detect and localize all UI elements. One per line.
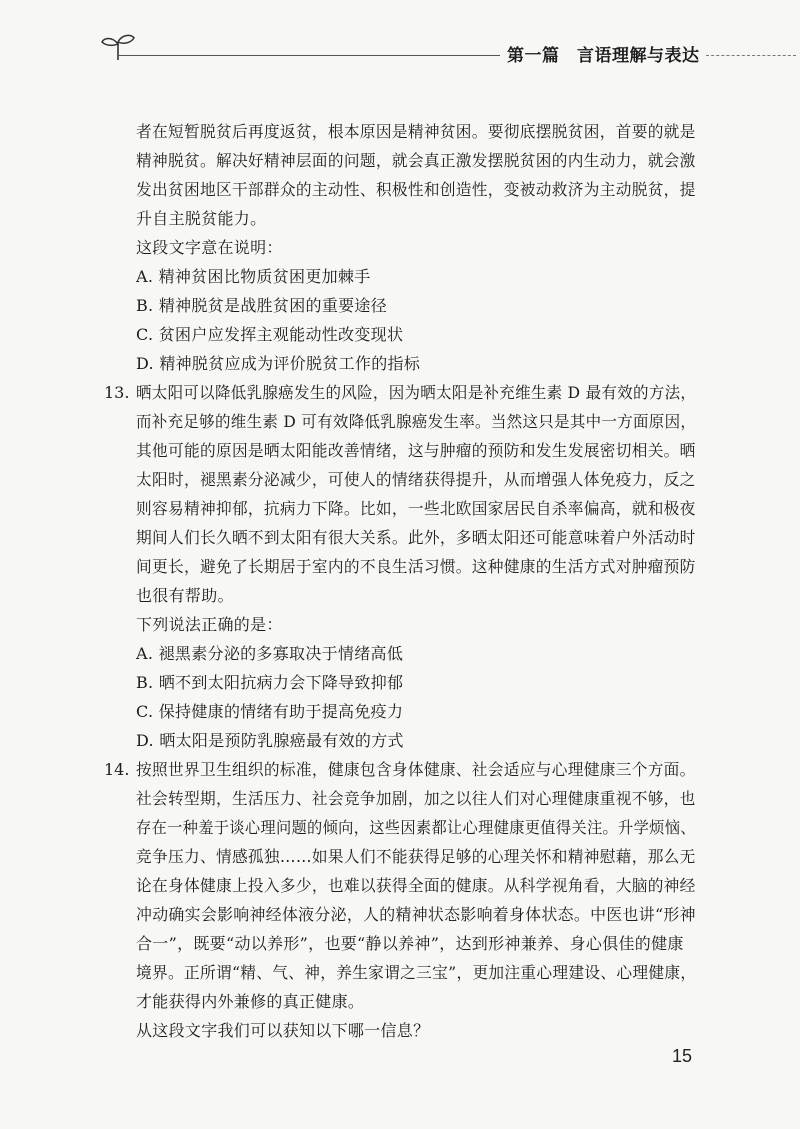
passage-line: 才能获得内外兼修的真正健康。 (136, 992, 365, 1011)
question-stem: 下列说法正确的是： (136, 615, 283, 634)
passage-line: 竞争压力、情感孤独……如果人们不能获得足够的心理关怀和精神慰藉，那么无 (136, 847, 696, 866)
passage-line: 晒太阳可以降低乳腺癌发生的风险，因为晒太阳是补充维生素 D 最有效的方法， (136, 383, 697, 402)
passage-line: 冲动确实会影响神经体液分泌，人的精神状态影响着身体状态。中医也讲“形神 (136, 905, 696, 924)
passage-line: 其他可能的原因是晒太阳能改善情绪，这与肿瘤的预防和发生发展密切相关。晒 (136, 441, 696, 460)
question-number: 13. (104, 383, 130, 402)
passage-line: 间更长，避免了长期居于室内的不良生活习惯。这种健康的生活方式对肿瘤预防 (136, 557, 696, 576)
section-title: 第一篇 言语理解与表达 (507, 46, 700, 66)
passage-line: 社会转型期，生活压力、社会竞争加剧，加之以往人们对心理健康重视不够，也 (136, 789, 696, 808)
passage-line: 存在一种羞于谈心理问题的倾向，这些因素都让心理健康更值得关注。升学烦恼、 (136, 818, 696, 837)
sprout-icon (100, 30, 136, 62)
passage-line: 升自主脱贫能力。 (136, 209, 267, 228)
option-d: D. 精神脱贫应成为评价脱贫工作的指标 (136, 354, 421, 373)
passage-line: 太阳时，褪黑素分泌减少，可使人的情绪获得提升，从而增强人体免疫力，反之 (136, 470, 696, 489)
passage-line: 也很有帮助。 (136, 586, 234, 605)
passage-line: 论在身体健康上投入多少，也难以获得全面的健康。从科学视角看，大脑的神经 (136, 876, 696, 895)
page-number: 15 (672, 1046, 693, 1066)
option-a: A. 褪黑素分泌的多寡取决于情绪高低 (136, 644, 404, 663)
option-c: C. 保持健康的情绪有助于提高免疫力 (136, 702, 404, 721)
option-b: B. 精神脱贫是战胜贫困的重要途径 (136, 296, 388, 315)
passage-line: 精神脱贫。解决好精神层面的问题，就会真正激发摆脱贫困的内生动力，就会激 (136, 151, 696, 170)
passage-line: 者在短暂脱贫后再度返贫，根本原因是精神贫困。要彻底摆脱贫困，首要的就是 (136, 122, 696, 141)
page-header (0, 0, 800, 80)
question-number: 14. (104, 760, 130, 779)
passage-line: 境界。正所谓“精、气、神，养生家谓之三宝”，更加注重心理建设、心理健康， (136, 963, 697, 982)
option-a: A. 精神贫困比物质贫困更加棘手 (136, 267, 371, 286)
header-rule-right (706, 55, 796, 56)
passage-line: 发出贫困地区干部群众的主动性、积极性和创造性，变被动救济为主动脱贫，提 (136, 180, 696, 199)
passage-line: 期间人们长久晒不到太阳有很大关系。此外，多晒太阳还可能意味着户外活动时 (136, 528, 696, 547)
question-stem: 从这段文字我们可以获知以下哪一信息？ (136, 1021, 430, 1040)
option-d: D. 晒太阳是预防乳腺癌最有效的方式 (136, 731, 404, 750)
passage-line: 按照世界卫生组织的标准，健康包含身体健康、社会适应与心理健康三个方面。 (136, 760, 696, 779)
option-c: C. 贫困户应发挥主观能动性改变现状 (136, 325, 404, 344)
header-rule-left (118, 55, 500, 56)
passage-line: 合一”，既要“动以养形”，也要“静以养神”，达到形神兼养、身心俱佳的健康 (136, 934, 684, 953)
option-b: B. 晒不到太阳抗病力会下降导致抑郁 (136, 673, 404, 692)
passage-line: 则容易精神抑郁，抗病力下降。比如，一些北欧国家居民自杀率偏高，就和极夜 (136, 499, 696, 518)
question-stem: 这段文字意在说明： (136, 238, 283, 257)
passage-line: 而补充足够的维生素 D 可有效降低乳腺癌发生率。当然这只是其中一方面原因， (136, 412, 697, 431)
